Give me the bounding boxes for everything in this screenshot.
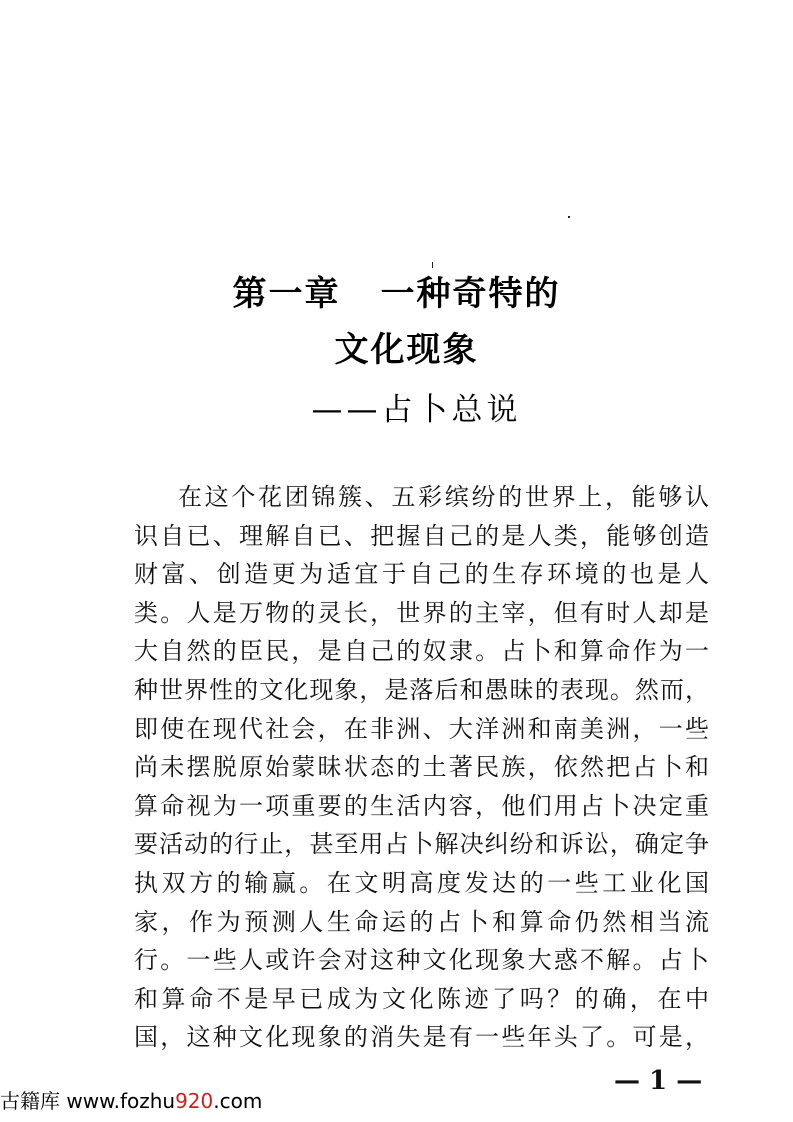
paragraph-line: 财富、创造更为适宜于自己的生存环境的也是人 [134,560,710,589]
paragraph-line: 大自然的臣民，是自己的奴隶。占卜和算命作为一 [134,637,710,666]
scan-speck [568,216,570,218]
watermark-suffix: .com [213,1089,263,1113]
paragraph-line: 要活动的行止，甚至用占卜解决纠纷和诉讼，确定争 [134,830,710,859]
chapter-title-line-1 [0,266,793,315]
watermark-accent: 920 [175,1089,214,1113]
paragraph-line: 类。人是万物的灵长，世界的主宰，但有时人却是 [134,598,710,627]
chapter-title-part-1: 一种奇特的 [380,274,561,314]
site-watermark [0,1085,262,1114]
page-number: — 1 — [614,1066,703,1096]
chapter-number: 第一章 [232,274,341,314]
chapter-subtitle: ——占卜总说 [311,392,522,428]
body-paragraph [134,478,710,1057]
paragraph-line: 和算命不是早已成为文化陈迹了吗？的确，在中 [134,984,710,1013]
paragraph-line: 算命视为一项重要的生活内容，他们用占卜决定重 [134,791,710,820]
paragraph-line: 国，这种文化现象的消失是有一些年头了。可是， [134,1023,710,1052]
paragraph-line: 即使在现代社会，在非洲、大洋洲和南美洲，一些 [134,714,710,743]
paragraph-line: 种世界性的文化现象，是落后和愚昧的表现。然而， [134,675,710,704]
scan-speck [432,262,433,268]
paragraph-line: 行。一些人或许会对这种文化现象大惑不解。占卜 [134,946,710,975]
paragraph-line: 家，作为预测人生命运的占卜和算命仍然相当流 [134,907,710,936]
chapter-title-line-2: 文化现象 [334,330,479,370]
paragraph-line: 识自已、理解自已、把握自己的是人类，能够创造 [134,521,710,550]
paragraph-line: 在这个花团锦簇、五彩缤纷的世界上，能够认 [178,483,710,511]
watermark-prefix: 古籍库 www.fozhu [0,1089,176,1113]
paragraph-line: 尚未摆脱原始蒙昧状态的土著民族，依然把占卜和 [134,753,710,782]
paragraph-line: 执双方的输赢。在文明高度发达的一些工业化国 [134,868,710,897]
